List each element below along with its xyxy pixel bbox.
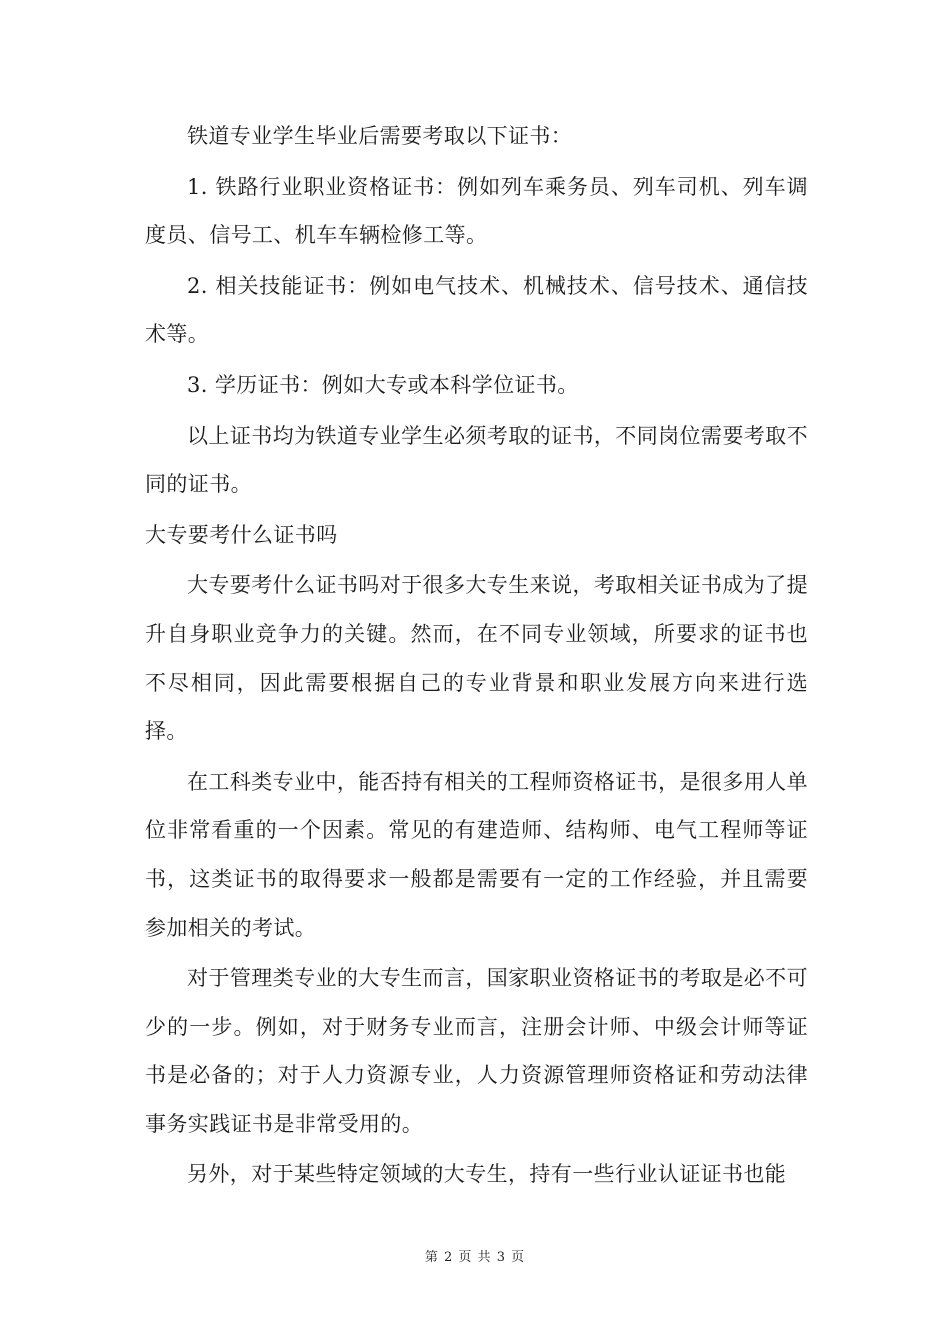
list-item-skill-certificate: 2. 相关技能证书：例如电气技术、机械技术、信号技术、通信技术等。 [145,273,808,347]
page-number-footer: 第 2 页 共 3 页 [424,1250,526,1265]
list-item-education-certificate: 3. 学历证书：例如大专或本科学位证书。 [187,372,579,397]
body-paragraph: 大专要考什么证书吗对于很多大专生来说，考取相关证书成为了提升自身职业竞争力的关键。然而，在不同专业领域，所要求的证书也不尽相同，因此需要根据自己的专业背景和职业发展方向来进行选择。 [145,573,808,744]
body-paragraph: 在工科类专业中，能否持有相关的工程师资格证书，是很多用人单位非常看重的一个因素。常见的有建造师、结构师、电气工程师等证书，这类证书的取得要求一般都是需要有一定的工作经验，并且需要参加相关的考试。 [145,769,808,940]
summary-paragraph: 以上证书均为铁道专业学生必须考取的证书，不同岗位需要考取不同的证书。 [145,423,808,497]
intro-paragraph: 铁道专业学生毕业后需要考取以下证书： [187,124,573,148]
document-body [145,112,808,1201]
body-paragraph: 另外，对于某些特定领域的大专生，持有一些行业认证证书也能 [187,1162,787,1187]
list-item-railway-certificate: 1. 铁路行业职业资格证书：例如列车乘务员、列车司机、列车调度员、信号工、机车车辆检修工等。 [145,174,808,248]
body-paragraph: 对于管理类专业的大专生而言，国家职业资格证书的考取是必不可少的一步。例如，对于财务专业而言，注册会计师、中级会计师等证书是必备的；对于人力资源专业，人力资源管理师资格证和劳动法律事务实践证书是非常受用的。 [145,966,808,1136]
section-heading: 大专要考什么证书吗 [145,522,338,547]
